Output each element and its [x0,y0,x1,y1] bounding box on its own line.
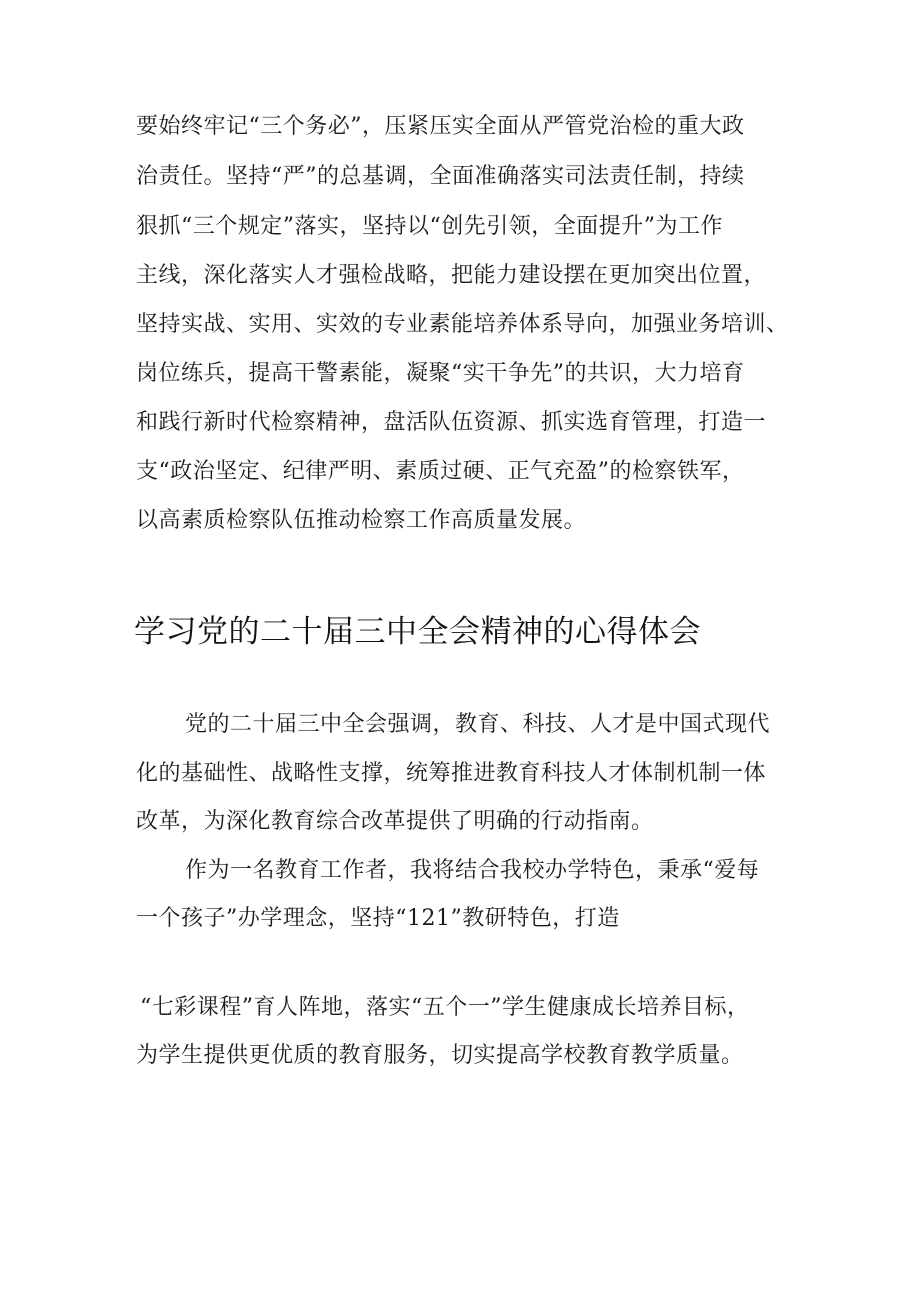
paragraph-line: 以高素质检察队伍推动检察工作高质量发展。 [136,508,587,533]
paragraph-line: 主线，深化落实人才强检战略，把能力建设摆在更加突出位置， [136,263,767,288]
paragraph-line: 支“政治坚定、纪律严明、素质过硬、正气充盈”的检察铁军， [136,459,745,484]
paragraph-line: 为学生提供更优质的教育服务，切实提高学校教育教学质量。 [136,1043,744,1068]
paragraph-line: 坚持实战、实用、实效的专业素能培养体系导向，加强业务培训、 [136,312,789,337]
paragraph-line: 党的二十届三中全会强调，教育、科技、人才是中国式现代 [185,712,771,737]
paragraph-line: 作为一名教育工作者，我将结合我校办学特色，秉承“爱每 [185,858,760,883]
paragraph-line: 改革，为深化教育综合改革提供了明确的行动指南。 [136,809,654,834]
article-title: 学习党的二十届三中全会精神的心得体会 [134,614,701,650]
paragraph-line: 化的基础性、战略性支撑，统筹推进教育科技人才体制机制一体 [136,761,767,786]
paragraph-line: 狠抓“三个规定”落实，坚持以“创先引领，全面提升”为工作 [136,214,723,239]
paragraph-line: 一个孩子”办学理念，坚持“121”教研特色，打造 [136,906,620,931]
paragraph-line: 岗位练兵，提高干警素能，凝聚“实干争先”的共识，大力培育 [136,361,745,386]
paragraph-line: 要始终牢记“三个务必”，压紧压实全面从严管党治检的重大政 [136,114,745,139]
paragraph-line: “七彩课程”育人阵地，落实“五个一”学生健康成长培养目标， [140,995,750,1020]
paragraph-line: 治责任。坚持“严”的总基调，全面准确落实司法责任制，持续 [136,164,745,189]
paragraph-line: 和践行新时代检察精神，盘活队伍资源、抓实选育管理，打造一 [136,410,767,435]
